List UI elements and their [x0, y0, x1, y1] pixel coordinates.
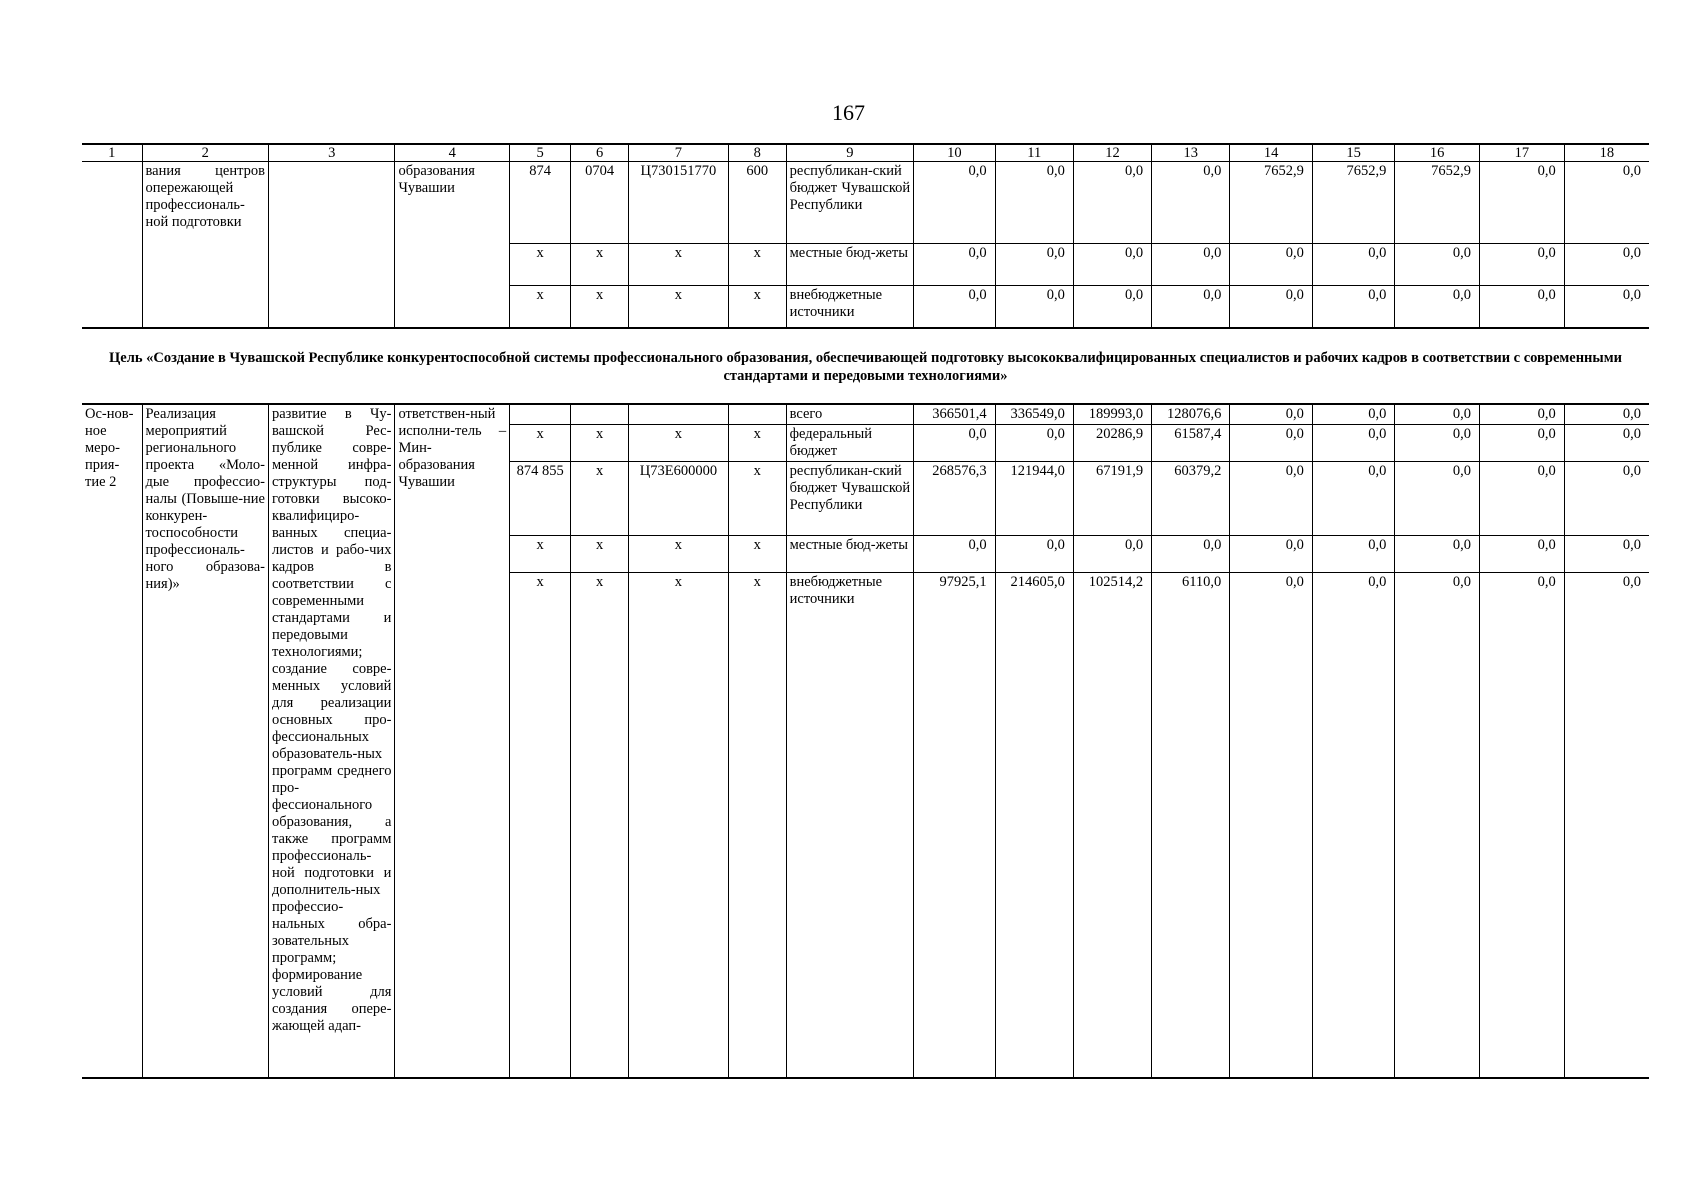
- code-cell: х: [571, 573, 629, 1078]
- value-cell: 0,0: [1230, 462, 1313, 536]
- value-cell: 0,0: [995, 425, 1073, 462]
- value-cell: 0,0: [1480, 286, 1565, 328]
- value-cell: 0,0: [1312, 286, 1395, 328]
- column-number: 6: [571, 144, 629, 162]
- value-cell: 0,0: [1395, 425, 1480, 462]
- value-cell: 0,0: [1564, 244, 1649, 286]
- value-cell: 0,0: [1395, 462, 1480, 536]
- column-number: 8: [728, 144, 786, 162]
- value-cell: 366501,4: [914, 404, 995, 425]
- value-cell: 0,0: [914, 244, 995, 286]
- value-cell: 0,0: [995, 244, 1073, 286]
- value-cell: 0,0: [1230, 425, 1313, 462]
- event-description-cell: развитие в Чу-вашской Рес-публике совре-менной инфра-структуры под-готовки высоко-квалифициро-ванных специа-листов и рабо-чих кадров в соответствии с современными стандартами и передовыми технологиями; создание совре-менных условий для реализации основных про-фессиональных образователь-ных программ среднего про-фессионального образования, а также программ профессиональ-ной подготовки и дополнитель-ных профессио-нальных обра-зовательных программ; формирование условий для создания опере-жающей адап-: [268, 404, 394, 1078]
- value-cell: 7652,9: [1230, 162, 1313, 244]
- code-cell: х: [728, 244, 786, 286]
- code-cell: [629, 404, 729, 425]
- value-cell: 20286,9: [1073, 425, 1151, 462]
- code-cell: х: [510, 536, 571, 573]
- value-cell: 0,0: [995, 162, 1073, 244]
- value-cell: 0,0: [1395, 244, 1480, 286]
- column-number: 12: [1073, 144, 1151, 162]
- empty-cell: [268, 162, 394, 328]
- page-number: 167: [832, 100, 865, 125]
- value-cell: 0,0: [1312, 536, 1395, 573]
- value-cell: 0,0: [1480, 425, 1565, 462]
- value-cell: 0,0: [1564, 404, 1649, 425]
- value-cell: 0,0: [914, 286, 995, 328]
- value-cell: 0,0: [1312, 244, 1395, 286]
- code-cell: х: [728, 462, 786, 536]
- value-cell: 189993,0: [1073, 404, 1151, 425]
- value-cell: 0,0: [1395, 404, 1480, 425]
- value-cell: 0,0: [1395, 286, 1480, 328]
- funding-source-cell: всего: [786, 404, 914, 425]
- code-cell: Ц730151770: [629, 162, 729, 244]
- code-cell: [571, 404, 629, 425]
- code-cell: х: [728, 286, 786, 328]
- code-cell: х: [728, 573, 786, 1078]
- value-cell: 61587,4: [1152, 425, 1230, 462]
- code-cell: х: [629, 536, 729, 573]
- column-number: 9: [786, 144, 914, 162]
- column-number: 3: [268, 144, 394, 162]
- column-number-row: [82, 144, 1649, 162]
- code-cell: х: [728, 425, 786, 462]
- value-cell: 0,0: [1564, 573, 1649, 1078]
- value-cell: 0,0: [1480, 404, 1565, 425]
- code-cell: [510, 404, 571, 425]
- event-name-cell: вания центров опережающей профессиональ-ной подготовки: [142, 162, 268, 328]
- column-number: 14: [1230, 144, 1313, 162]
- table-row: [82, 162, 1649, 244]
- value-cell: 0,0: [1073, 244, 1151, 286]
- value-cell: 0,0: [1312, 425, 1395, 462]
- code-cell: 0704: [571, 162, 629, 244]
- column-number: 1: [82, 144, 142, 162]
- executor-cell: ответствен-ный исполни-тель – Мин-образования Чувашии: [395, 404, 510, 1078]
- code-cell: [728, 404, 786, 425]
- column-number: 4: [395, 144, 510, 162]
- funding-source-cell: местные бюд-жеты: [786, 536, 914, 573]
- value-cell: 0,0: [1395, 536, 1480, 573]
- code-cell: х: [571, 286, 629, 328]
- column-number: 15: [1312, 144, 1395, 162]
- value-cell: 0,0: [1480, 462, 1565, 536]
- funding-source-cell: федеральный бюджет: [786, 425, 914, 462]
- value-cell: 0,0: [1230, 404, 1313, 425]
- value-cell: 0,0: [995, 536, 1073, 573]
- funding-source-cell: республикан-ский бюджет Чувашской Республики: [786, 462, 914, 536]
- code-cell: х: [571, 244, 629, 286]
- value-cell: 268576,3: [914, 462, 995, 536]
- value-cell: 0,0: [1230, 536, 1313, 573]
- value-cell: 121944,0: [995, 462, 1073, 536]
- value-cell: 6110,0: [1152, 573, 1230, 1078]
- value-cell: 0,0: [1152, 286, 1230, 328]
- value-cell: 0,0: [1480, 162, 1565, 244]
- column-number: 18: [1564, 144, 1649, 162]
- value-cell: 0,0: [1152, 536, 1230, 573]
- value-cell: 0,0: [1073, 536, 1151, 573]
- value-cell: 0,0: [1480, 536, 1565, 573]
- funding-source-cell: внебюджетные источники: [786, 286, 914, 328]
- value-cell: 0,0: [1564, 286, 1649, 328]
- value-cell: 0,0: [1480, 244, 1565, 286]
- value-cell: 336549,0: [995, 404, 1073, 425]
- value-cell: 7652,9: [1312, 162, 1395, 244]
- code-cell: Ц73Е600000: [629, 462, 729, 536]
- value-cell: 0,0: [1564, 425, 1649, 462]
- column-number: 17: [1480, 144, 1565, 162]
- value-cell: 0,0: [1073, 162, 1151, 244]
- executor-cell: образования Чувашии: [395, 162, 510, 328]
- code-cell: 874: [510, 162, 571, 244]
- value-cell: 0,0: [1480, 573, 1565, 1078]
- funding-source-cell: местные бюд-жеты: [786, 244, 914, 286]
- value-cell: 7652,9: [1395, 162, 1480, 244]
- value-cell: 102514,2: [1073, 573, 1151, 1078]
- column-number: 10: [914, 144, 995, 162]
- value-cell: 0,0: [1312, 462, 1395, 536]
- code-cell: х: [629, 425, 729, 462]
- code-cell: 874 855: [510, 462, 571, 536]
- value-cell: 0,0: [914, 536, 995, 573]
- value-cell: 0,0: [1312, 404, 1395, 425]
- value-cell: 0,0: [914, 162, 995, 244]
- code-cell: х: [728, 536, 786, 573]
- value-cell: 0,0: [1395, 573, 1480, 1078]
- funding-source-cell: республикан-ский бюджет Чувашской Республики: [786, 162, 914, 244]
- value-cell: 0,0: [1564, 536, 1649, 573]
- value-cell: 0,0: [1564, 462, 1649, 536]
- event-name-cell: Реализация мероприятий регионального проекта «Моло-дые профессио-налы (Повыше-ние конкурен-тоспособности профессиональ-ного образова-ния)»: [142, 404, 268, 1078]
- value-cell: 0,0: [1230, 244, 1313, 286]
- main-event-number-cell: Ос-нов-ное меро-прия-тие 2: [82, 404, 142, 1078]
- code-cell: х: [571, 536, 629, 573]
- table-row: [82, 404, 1649, 425]
- value-cell: 67191,9: [1073, 462, 1151, 536]
- value-cell: 60379,2: [1152, 462, 1230, 536]
- code-cell: х: [571, 462, 629, 536]
- empty-cell: [82, 162, 142, 328]
- value-cell: 0,0: [1230, 286, 1313, 328]
- value-cell: 0,0: [1152, 162, 1230, 244]
- column-number: 11: [995, 144, 1073, 162]
- code-cell: х: [510, 286, 571, 328]
- code-cell: х: [510, 425, 571, 462]
- column-number: 13: [1152, 144, 1230, 162]
- value-cell: 214605,0: [995, 573, 1073, 1078]
- code-cell: х: [571, 425, 629, 462]
- code-cell: х: [510, 244, 571, 286]
- value-cell: 128076,6: [1152, 404, 1230, 425]
- column-number: 2: [142, 144, 268, 162]
- column-number: 16: [1395, 144, 1480, 162]
- budget-table-main-event: [82, 403, 1649, 1079]
- value-cell: 0,0: [1230, 573, 1313, 1078]
- column-number: 5: [510, 144, 571, 162]
- code-cell: х: [629, 573, 729, 1078]
- value-cell: 0,0: [914, 425, 995, 462]
- value-cell: 0,0: [995, 286, 1073, 328]
- value-cell: 0,0: [1152, 244, 1230, 286]
- code-cell: 600: [728, 162, 786, 244]
- value-cell: 0,0: [1564, 162, 1649, 244]
- code-cell: х: [629, 244, 729, 286]
- budget-table-continuation: [82, 143, 1649, 329]
- code-cell: х: [629, 286, 729, 328]
- goal-heading: Цель «Создание в Чувашской Республике конкурентоспособной системы профессионального образования, обеспечивающей подготовку высококвалифицированных специалистов и рабочих кадров в соответствии с современными стандартами и передовыми технологиями»: [109, 350, 1622, 384]
- value-cell: 0,0: [1073, 286, 1151, 328]
- funding-source-cell: внебюджетные источники: [786, 573, 914, 1078]
- value-cell: 0,0: [1312, 573, 1395, 1078]
- column-number: 7: [629, 144, 729, 162]
- code-cell: х: [510, 573, 571, 1078]
- value-cell: 97925,1: [914, 573, 995, 1078]
